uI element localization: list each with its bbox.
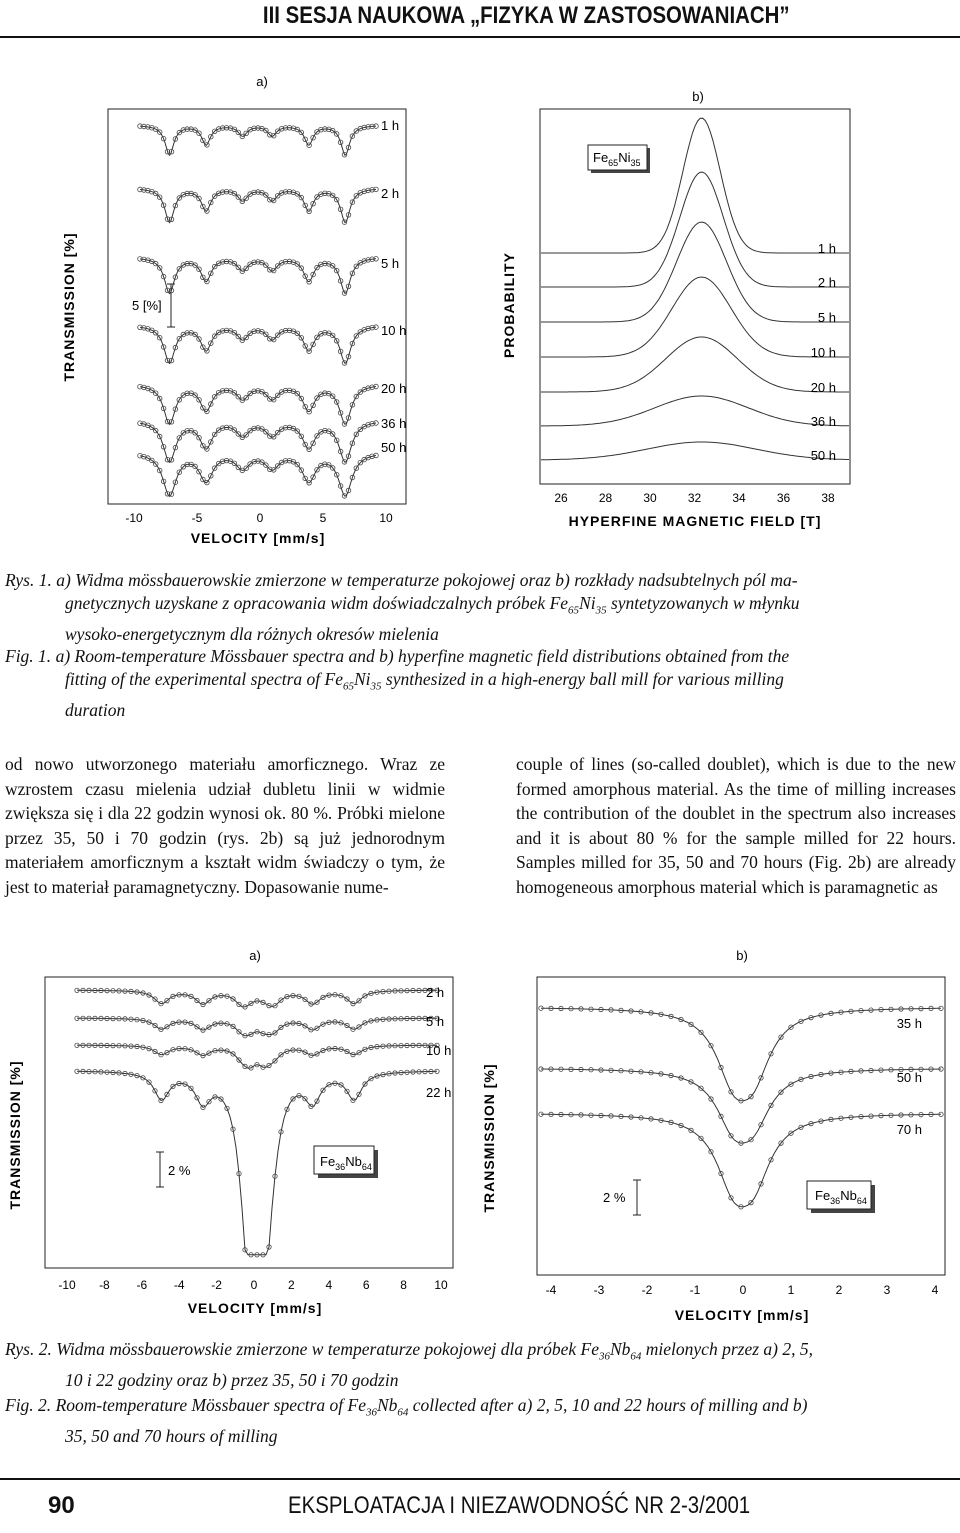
fig2-panel-b-label: b) — [736, 948, 748, 963]
fig1a-curve-label: 1 h — [381, 118, 400, 133]
caption-1-en: Fig. 1. a) Room-temperature Mössbauer spectra and b) hyperfine magnetic field distributions obtained from the fitting of the experimental spectra of $Fe_{65}Ni_{35}$ synthesized in a high-energy ball mill for various milling duration — [5, 646, 790, 720]
fig1a-curve-label: 5 h — [381, 256, 400, 271]
fig1b-tick-label: 38 — [821, 491, 835, 505]
fig1a-curve-label: 2 h — [381, 186, 400, 201]
header-rule — [0, 36, 960, 38]
fig2a-tick-label: 0 — [250, 1278, 258, 1292]
caption-2-en: Fig. 2. Room-temperature Mössbauer spectra of $Fe_{36}Nb_{64}$ collected after a) 2, 5, 10 and 22 hours of milling and b) 35, 50 and 70 hours of milling — [5, 1395, 808, 1446]
fig2a-tick-label: 4 — [325, 1278, 333, 1292]
fig1b-curve-label: 5 h — [817, 310, 836, 325]
page-footer — [0, 1470, 960, 1533]
body-left-text: od nowo utworzonego materiału amorficznego. Wraz ze wzrostem czasu mielenia udział dubletu linii w widmie zwiększa się i dla 22 godzin wynosi ok. 80 %. Próbki mielone przez 35, 50 i 70 godzin (rys. 2b) są już jednorodnym materiałem amorficznym a kształt widm świadczy o tym, że jest to materiał paramagnetyczny. Dopasowanie nume- — [5, 754, 445, 897]
fig2a-spectra — [75, 988, 439, 1257]
fig1b-distribution-curve — [541, 442, 849, 460]
fig1a-curve-label: 50 h — [381, 440, 407, 455]
body-column-left — [5, 752, 445, 899]
body-right-text: couple of lines (so-called doublet), which is due to the new formed amorphous material. As the time of milling increases the contribution of the doublet in the spectrum also increases and it is about 80 % for the sample milled for 22 hours. Samples milled for 35, 50 and 70 hours (Fig. 2b) are already homogeneous amorphous material which is paramagnetic as — [516, 754, 956, 897]
fig2a-curve-label: 22 h — [426, 1085, 452, 1100]
fig1a-curve-label: 20 h — [381, 381, 407, 396]
journal-name: EKSPLOATACJA I NIEZAWODNOŚĆ NR 2-3/2001 — [288, 1492, 751, 1519]
figure-1 — [0, 40, 960, 550]
fig2b-curve-label: 35 h — [896, 1016, 922, 1031]
fig1a-tick-label: -5 — [191, 511, 203, 525]
fig2b-frame — [537, 977, 945, 1275]
fig1b-tick-label: 30 — [643, 491, 657, 505]
fig2a-scale-label: 2 % — [168, 1163, 191, 1178]
fig2b-scale-label: 2 % — [603, 1190, 626, 1205]
page-header — [0, 0, 960, 40]
fig2b-curve-label: 50 h — [896, 1070, 922, 1085]
fig2a-tick-label: -6 — [136, 1278, 148, 1292]
fig2b-ylabel: TRANSMISSION [%] — [481, 1063, 497, 1213]
fig1b-distribution-curve — [541, 396, 849, 426]
fig1b-frame — [540, 109, 850, 484]
fig1a-spectrum-curve — [140, 423, 376, 462]
fig1b-curve-label: 20 h — [810, 380, 836, 395]
fig2a-tick-label: 2 — [288, 1278, 295, 1292]
fig1a-spectra — [138, 124, 379, 498]
caption-2-en-lead: Fig. 2. — [5, 1395, 52, 1415]
fig1b-curve-label: 1 h — [817, 241, 836, 256]
fig1b-tick-label: 26 — [554, 491, 568, 505]
fig1b-ylabel: PROBABILITY — [501, 252, 517, 358]
fig2a-tick-label: -2 — [211, 1278, 222, 1292]
fig2b-tick-label: 1 — [787, 1283, 795, 1297]
caption-1-en-lead: Fig. 1. — [5, 646, 52, 666]
fig1a-ylabel: TRANSMISSION [%] — [61, 232, 77, 382]
fig1-panel-b-label: b) — [692, 89, 704, 104]
fig2b-xlabel: VELOCITY [mm/s] — [674, 1307, 810, 1323]
body-column-right — [516, 752, 956, 899]
fig2b-tick-label: -2 — [641, 1283, 653, 1297]
fig2b-tick-label: 0 — [739, 1283, 747, 1297]
fig2-panel-a-label: a) — [249, 948, 261, 963]
fig1b-distribution-curve — [541, 337, 849, 392]
fig2a-tick-label: -4 — [173, 1278, 185, 1292]
fig2b-tick-label: 3 — [883, 1283, 891, 1297]
fig1b-curve-label: 10 h — [810, 345, 836, 360]
fig1a-curve-label: 10 h — [381, 323, 407, 338]
fig1b-curve-label: 36 h — [810, 414, 836, 429]
fig2b-sample-label: $Fe_{36}Nb_{64}$ — [815, 1188, 867, 1206]
fig1b-sample-label: $Fe_{65}Ni_{35}$ — [593, 150, 641, 168]
fig1b-tick-label: 34 — [732, 491, 746, 505]
fig1a-tick-label: -10 — [125, 511, 143, 525]
fig2a-spectrum-curve — [77, 1018, 437, 1035]
fig1a-curve-label: 36 h — [381, 416, 407, 431]
fig1b-distribution-curve — [541, 277, 849, 357]
fig2b-tick-label: 2 — [835, 1283, 843, 1297]
fig1b-distribution-curve — [541, 118, 849, 253]
fig1-panel-a-label: a) — [256, 74, 268, 89]
fig1a-spectrum-curve — [140, 456, 376, 497]
fig2b-spectrum-curve — [541, 1114, 941, 1207]
fig1a-tick-label: 10 — [379, 511, 393, 525]
fig1a-tick-label: 0 — [256, 511, 264, 525]
fig2a-curve-label: 5 h — [426, 1014, 445, 1029]
fig1b-distribution-curve — [541, 222, 849, 322]
fig2a-tick-label: -10 — [58, 1278, 76, 1292]
fig2a-tick-label: 6 — [362, 1278, 370, 1292]
fig1b-tick-label: 28 — [598, 491, 613, 505]
fig2b-spectrum-curve — [541, 1069, 941, 1143]
fig1a-xlabel: VELOCITY [mm/s] — [190, 530, 326, 546]
caption-1-pl: Rys. 1. a) Widma mössbauerowskie zmierzone w temperaturze pokojowej oraz b) rozkłady nadsubtelnych pól ma- gnetycznych uzyskane z opracowania widm doświadczalnych próbek $Fe_{65}Ni_{35}$ syntetyzowanych w młynku wysoko-energetycznym dla różnych okresów mielenia — [5, 570, 800, 644]
fig1b-curve-label: 2 h — [817, 275, 836, 290]
header-title: III SESJA NAUKOWA „FIZYKA W ZASTOSOWANIACH” — [263, 2, 790, 29]
fig2a-ylabel: TRANSMISSION [%] — [7, 1060, 23, 1210]
fig1b-distributions — [541, 118, 849, 460]
fig2b-spectrum-curve — [541, 1008, 941, 1101]
fig2a-spectrum-curve — [77, 1071, 437, 1255]
fig2b-curve-label: 70 h — [896, 1122, 922, 1137]
fig2a-tick-label: 8 — [400, 1278, 407, 1292]
fig1b-curve-label: 50 h — [810, 448, 836, 463]
footer-rule — [0, 1478, 960, 1480]
fig2a-curve-label: 10 h — [426, 1043, 452, 1058]
fig2a-xlabel: VELOCITY [mm/s] — [187, 1300, 323, 1316]
fig2a-tick-label: -8 — [99, 1278, 110, 1292]
fig1b-tick-label: 36 — [776, 491, 791, 505]
fig2b-tick-label: -1 — [689, 1283, 701, 1297]
fig1b-distribution-curve — [541, 172, 849, 287]
caption-2-pl: Rys. 2. Widma mössbauerowskie zmierzone w temperaturze pokojowej dla próbek $Fe_{36}Nb_{64}$ mielonych przez a) 2, 5, 10 i 22 godziny oraz b) przez 35, 50 i 70 godzin — [5, 1339, 813, 1390]
caption-1-pl-lead: Rys. 1. — [5, 570, 52, 590]
fig2b-tick-label: -3 — [593, 1283, 605, 1297]
page-number: 90 — [48, 1492, 75, 1519]
fig2a-sample-label: $Fe_{36}Nb_{64}$ — [320, 1154, 372, 1172]
fig1b-tick-label: 32 — [687, 491, 702, 505]
fig1a-tick-label: 5 — [319, 511, 327, 525]
fig2b-tick-label: -4 — [545, 1283, 557, 1297]
figure-2 — [0, 940, 960, 1330]
fig1b-xlabel: HYPERFINE MAGNETIC FIELD [T] — [568, 513, 822, 529]
fig2b-spectra — [539, 1006, 943, 1209]
fig1a-spectrum-curve — [140, 387, 376, 425]
fig2b-tick-label: 4 — [931, 1283, 939, 1297]
fig1a-scale-label: 5 [%] — [132, 298, 162, 313]
caption-2-pl-lead: Rys. 2. — [5, 1339, 52, 1359]
fig2a-curve-label: 2 h — [426, 985, 445, 1000]
fig2a-tick-label: 10 — [434, 1278, 448, 1292]
